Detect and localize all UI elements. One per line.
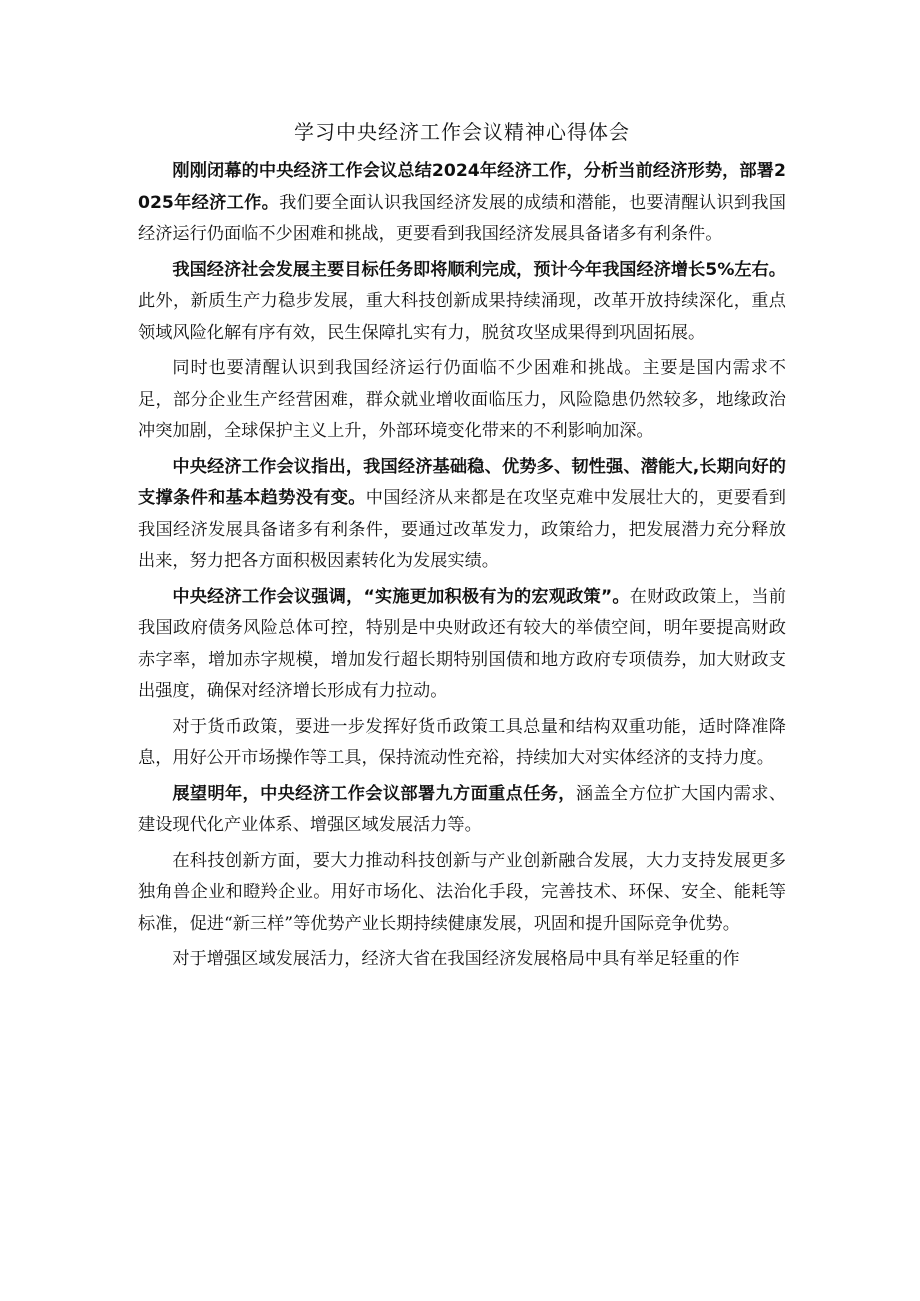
paragraph-4-bold: 中央经济工作会议指出，我国经济基础稳、优势多、韧性强、潜能大,长期向好的支撑条件和基本趋势没有变。 [138,456,786,508]
paragraph-4 [138,452,786,578]
paragraph-7 [138,779,786,842]
paragraph-3-text: 同时也要清醒认识到我国经济运行仍面临不少困难和挑战。主要是国内需求不足，部分企业生产经营困难，群众就业增收面临压力，风险隐患仍然较多，地缘政治冲突加剧，全球保护主义上升，外部环境变化带来的不利影响加深。 [138,358,786,441]
paragraph-8 [138,846,786,941]
paragraph-2 [138,255,786,350]
paragraph-7-text: 涵盖全方位扩大国内需求、建设现代化产业体系、增强区域发展活力等。 [138,783,786,835]
document-title: 学习中央经济工作会议精神心得体会 [294,120,630,144]
paragraph-2-bold: 我国经济社会发展主要目标任务即将顺利完成，预计今年我国经济增长5%左右。 [172,259,786,280]
paragraph-6 [138,712,786,775]
paragraph-2-text: 此外，新质生产力稳步发展，重大科技创新成果持续涌现，改革开放持续深化，重点领域风险化解有序有效，民生保障扎实有力，脱贫攻坚成果得到巩固拓展。 [138,291,786,343]
paragraph-8-text: 在科技创新方面，要大力推动科技创新与产业创新融合发展，大力支持发展更多独角兽企业和瞪羚企业。用好市场化、法治化手段，完善技术、环保、安全、能耗等标准，促进“新三样”等优势产业长期持续健康发展，巩固和提升国际竞争优势。 [138,850,786,934]
paragraph-7-bold: 展望明年，中央经济工作会议部署九方面重点任务， [172,783,576,804]
paragraph-5-text: 在财政政策上，当前我国政府债务风险总体可控，特别是中央财政还有较大的举债空间，明年要提高财政赤字率，增加赤字规模，增加发行超长期特别国债和地方政府专项债券，加大财政支出强度，确保对经济增长形成有力拉动。 [138,586,786,701]
paragraph-5 [138,582,786,708]
paragraph-6-text: 对于货币政策，要进一步发挥好货币政策工具总量和结构双重功能，适时降准降息，用好公开市场操作等工具，保持流动性充裕，持续加大对实体经济的支持力度。 [138,716,786,768]
paragraph-3 [138,353,786,448]
paragraph-4-text: 中国经济从来都是在攻坚克难中发展壮大的，更要看到我国经济发展具备诸多有利条件，要通过改革发力，政策给力，把发展潜力充分释放出来，努力把各方面积极因素转化为发展实绩。 [138,488,786,571]
paragraph-5-bold: 中央经济工作会议强调，“实施更加积极有为的宏观政策”。 [172,586,630,607]
paragraph-9 [138,944,786,976]
paragraph-9-text: 对于增强区域发展活力，经济大省在我国经济发展格局中具有举足轻重的作 [172,949,740,969]
paragraph-1 [138,156,786,251]
paragraph-1-text: 我们要全面认识我国经济发展的成绩和潜能，也要清醒认识到我国经济运行仍面临不少困难和挑战，更要看到我国经济发展具备诸多有利条件。 [138,192,786,244]
paragraph-1-bold: 刚刚闭幕的中央经济工作会议总结2024年经济工作，分析当前经济形势，部署2025年经济工作。 [138,161,786,213]
document-body [138,112,786,980]
